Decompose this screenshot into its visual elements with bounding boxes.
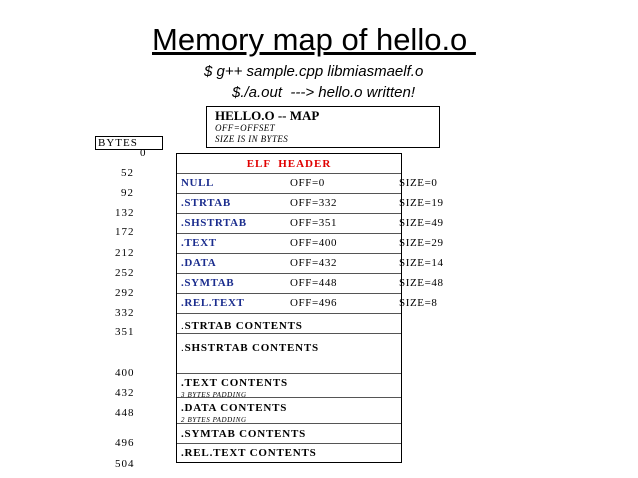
section-offset: OFF=351 <box>290 217 338 229</box>
section-header-row <box>177 233 444 253</box>
section-offset: OFF=496 <box>290 297 338 309</box>
offset-tick: 132 <box>115 207 135 219</box>
offset-tick: 496 <box>115 437 135 449</box>
section-size: SIZE=48 <box>399 277 444 289</box>
offset-tick: 52 <box>121 167 134 179</box>
offset-tick: 212 <box>115 247 135 259</box>
offset-tick: 252 <box>115 267 135 279</box>
legend-size-note: SIZE IS IN BYTES <box>215 134 289 144</box>
elf-header-block: ELF HEADER <box>246 157 332 170</box>
section-offset: OFF=332 <box>290 197 338 209</box>
section-name: NULL <box>181 177 214 189</box>
strtab-contents-block <box>177 313 401 333</box>
page-title: Memory map of hello.o <box>152 22 476 57</box>
section-size: SIZE=29 <box>399 237 444 249</box>
offset-tick: 292 <box>115 287 135 299</box>
section-offset: OFF=432 <box>290 257 338 269</box>
contents-label: STRTAB CONTENTS <box>184 320 303 332</box>
legend-offset-note: OFF=OFFSET <box>215 123 276 133</box>
text-contents-block <box>177 373 401 397</box>
section-header-row <box>177 253 444 273</box>
contents-prefix: . <box>181 342 185 354</box>
legend-heading: HELLO.O -- MAP <box>215 108 320 123</box>
section-size: SIZE=0 <box>399 177 438 189</box>
section-offset: OFF=448 <box>290 277 338 289</box>
section-name: .TEXT <box>181 237 217 249</box>
section-header-row <box>177 273 444 293</box>
memory-map <box>176 153 444 463</box>
section-header-row <box>177 213 444 233</box>
reltext-contents-block <box>177 443 401 462</box>
bytes-label: BYTES <box>95 136 163 150</box>
run-command: $./a.out ---> hello.o written! <box>232 84 416 101</box>
offset-tick: 504 <box>115 458 135 470</box>
contents-label: .TEXT CONTENTS <box>181 377 288 389</box>
offset-tick: 448 <box>115 407 135 419</box>
offset-tick: 400 <box>115 367 135 379</box>
section-header-row <box>177 173 438 193</box>
section-name: .REL.TEXT <box>181 297 245 309</box>
section-header-row <box>177 193 444 213</box>
section-header-row <box>177 293 438 313</box>
section-offset: OFF=0 <box>290 177 325 189</box>
offset-tick: 172 <box>115 226 135 238</box>
section-offset: OFF=400 <box>290 237 338 249</box>
section-size: SIZE=14 <box>399 257 444 269</box>
section-name: .SYMTAB <box>181 277 235 289</box>
shstrtab-contents-block <box>177 333 401 373</box>
padding-note: 3 BYTES PADDING <box>181 391 247 399</box>
contents-label: .REL.TEXT CONTENTS <box>181 447 317 459</box>
section-name: .SHSTRTAB <box>181 217 247 229</box>
offset-tick: 351 <box>115 326 135 338</box>
legend-box <box>206 106 440 148</box>
compile-command: $ g++ sample.cpp libmiasmaelf.o <box>204 63 424 80</box>
symtab-contents-block <box>177 423 401 443</box>
padding-note: 2 BYTES PADDING <box>181 416 247 424</box>
section-size: SIZE=49 <box>399 217 444 229</box>
section-name: .STRTAB <box>181 197 231 209</box>
data-contents-block <box>177 397 401 423</box>
section-size: SIZE=19 <box>399 197 444 209</box>
section-name: .DATA <box>181 257 217 269</box>
offset-tick: 0 <box>140 147 147 159</box>
contents-label: .SYMTAB CONTENTS <box>181 428 307 440</box>
section-size: SIZE=8 <box>399 297 438 309</box>
contents-prefix: . <box>181 320 185 332</box>
contents-label: SHSTRTAB CONTENTS <box>184 342 319 354</box>
offset-tick: 92 <box>121 187 134 199</box>
offset-tick: 432 <box>115 387 135 399</box>
contents-label: .DATA CONTENTS <box>181 402 288 414</box>
offset-tick: 332 <box>115 307 135 319</box>
